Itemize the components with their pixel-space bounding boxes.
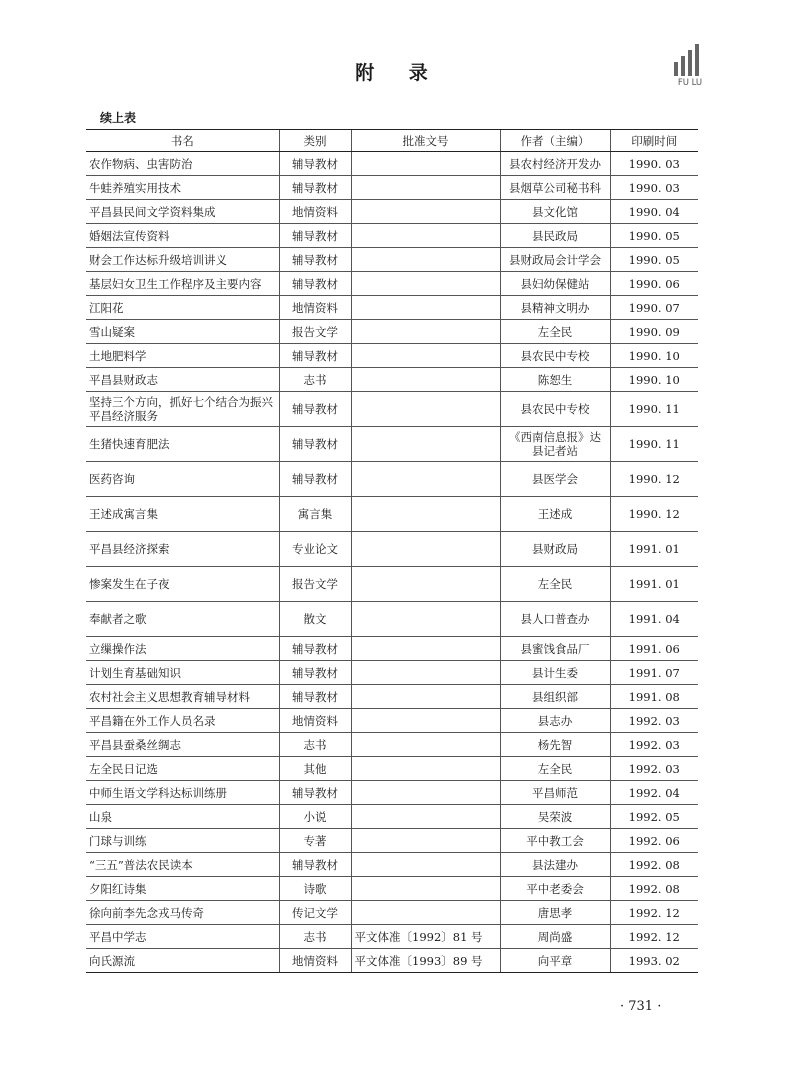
approval-number-cell — [351, 781, 500, 805]
category-cell: 地情资料 — [279, 709, 351, 733]
approval-number-cell — [351, 344, 500, 368]
approval-number-cell — [351, 427, 500, 462]
approval-number-cell — [351, 200, 500, 224]
print-date-cell: 1990. 07 — [610, 296, 698, 320]
author-cell: 左全民 — [500, 757, 610, 781]
print-date-cell: 1990. 05 — [610, 248, 698, 272]
title-cell: 立缫操作法 — [86, 637, 279, 661]
approval-number-cell — [351, 685, 500, 709]
approval-number-cell — [351, 248, 500, 272]
table-row — [86, 567, 698, 602]
table-row — [86, 829, 698, 853]
author-cell: 《西南信息报》达县记者站 — [500, 427, 610, 462]
category-cell: 辅导教材 — [279, 462, 351, 497]
category-cell: 志书 — [279, 925, 351, 949]
section-logo — [668, 44, 712, 90]
approval-number-cell — [351, 224, 500, 248]
approval-number-cell — [351, 637, 500, 661]
author-cell: 左全民 — [500, 567, 610, 602]
author-cell: 县精神文明办 — [500, 296, 610, 320]
category-cell: 传记文学 — [279, 901, 351, 925]
table-row — [86, 877, 698, 901]
continuation-label: 续上表 — [100, 111, 137, 125]
title-cell: 平昌县民间文学资料集成 — [86, 200, 279, 224]
page-number: · 731 · — [620, 999, 662, 1014]
author-cell: 县烟草公司秘书科 — [500, 176, 610, 200]
print-date-cell: 1990. 03 — [610, 176, 698, 200]
author-cell: 王述成 — [500, 497, 610, 532]
author-cell: 县农村经济开发办 — [500, 152, 610, 176]
author-cell: 县人口普查办 — [500, 602, 610, 637]
title-cell: 基层妇女卫生工作程序及主要内容 — [86, 272, 279, 296]
table-row — [86, 709, 698, 733]
print-date-cell: 1990. 12 — [610, 497, 698, 532]
category-cell: 辅导教材 — [279, 685, 351, 709]
category-cell: 寓言集 — [279, 497, 351, 532]
print-date-cell: 1990. 12 — [610, 462, 698, 497]
title-cell: 平昌县经济探索 — [86, 532, 279, 567]
table-row — [86, 320, 698, 344]
table-row — [86, 661, 698, 685]
author-cell: 杨先智 — [500, 733, 610, 757]
author-cell: 县民政局 — [500, 224, 610, 248]
print-date-cell: 1992. 12 — [610, 901, 698, 925]
bars-icon — [674, 44, 706, 76]
category-cell: 散文 — [279, 602, 351, 637]
page-title: 附 录 — [355, 62, 442, 84]
print-date-cell: 1992. 04 — [610, 781, 698, 805]
title-cell: 徐向前李先念戎马传奇 — [86, 901, 279, 925]
approval-number-cell — [351, 567, 500, 602]
title-cell: 江阳花 — [86, 296, 279, 320]
print-date-cell: 1992. 05 — [610, 805, 698, 829]
column-header-category: 类别 — [279, 130, 351, 152]
approval-number-cell — [351, 733, 500, 757]
author-cell: 县计生委 — [500, 661, 610, 685]
title-cell: 惨案发生在子夜 — [86, 567, 279, 602]
print-date-cell: 1992. 03 — [610, 733, 698, 757]
approval-number-cell — [351, 462, 500, 497]
title-cell: 山泉 — [86, 805, 279, 829]
category-cell: 小说 — [279, 805, 351, 829]
print-date-cell: 1991. 01 — [610, 532, 698, 567]
author-cell: 县法建办 — [500, 853, 610, 877]
approval-number-cell — [351, 272, 500, 296]
table-row — [86, 757, 698, 781]
category-cell: 专业论文 — [279, 532, 351, 567]
column-header-author: 作者（主编） — [500, 130, 610, 152]
author-cell: 唐思孝 — [500, 901, 610, 925]
author-cell: 吴荣波 — [500, 805, 610, 829]
table-body — [86, 152, 698, 973]
table-row — [86, 781, 698, 805]
approval-number-cell — [351, 805, 500, 829]
approval-number-cell — [351, 853, 500, 877]
table-row — [86, 296, 698, 320]
title-cell: 农作物病、虫害防治 — [86, 152, 279, 176]
print-date-cell: 1992. 06 — [610, 829, 698, 853]
table-row — [86, 224, 698, 248]
title-cell: 王述成寓言集 — [86, 497, 279, 532]
table-row — [86, 949, 698, 973]
category-cell: 辅导教材 — [279, 392, 351, 427]
title-cell: 计划生育基础知识 — [86, 661, 279, 685]
title-cell: 平昌县财政志 — [86, 368, 279, 392]
print-date-cell: 1991. 01 — [610, 567, 698, 602]
author-cell: 平中教工会 — [500, 829, 610, 853]
approval-number-cell — [351, 661, 500, 685]
category-cell: 辅导教材 — [279, 637, 351, 661]
title-cell: 平昌中学志 — [86, 925, 279, 949]
author-cell: 县蜜饯食品厂 — [500, 637, 610, 661]
author-cell: 县财政局 — [500, 532, 610, 567]
table-row — [86, 272, 698, 296]
title-cell: 夕阳红诗集 — [86, 877, 279, 901]
approval-number-cell — [351, 532, 500, 567]
approval-number-cell — [351, 602, 500, 637]
table-row — [86, 685, 698, 709]
print-date-cell: 1992. 03 — [610, 709, 698, 733]
table-row — [86, 853, 698, 877]
print-date-cell: 1990. 04 — [610, 200, 698, 224]
author-cell: 左全民 — [500, 320, 610, 344]
category-cell: 地情资料 — [279, 296, 351, 320]
author-cell: 县文化馆 — [500, 200, 610, 224]
author-cell: 陈恕生 — [500, 368, 610, 392]
table-row — [86, 733, 698, 757]
category-cell: 辅导教材 — [279, 152, 351, 176]
category-cell: 辅导教材 — [279, 272, 351, 296]
category-cell: 辅导教材 — [279, 853, 351, 877]
title-cell: 雪山疑案 — [86, 320, 279, 344]
print-date-cell: 1990. 10 — [610, 368, 698, 392]
approval-number-cell — [351, 829, 500, 853]
approval-number-cell — [351, 497, 500, 532]
table-row — [86, 392, 698, 427]
table-row — [86, 925, 698, 949]
table-row — [86, 248, 698, 272]
category-cell: 辅导教材 — [279, 248, 351, 272]
print-date-cell: 1990. 11 — [610, 427, 698, 462]
table-row — [86, 344, 698, 368]
table-row — [86, 602, 698, 637]
category-cell: 辅导教材 — [279, 427, 351, 462]
print-date-cell: 1991. 08 — [610, 685, 698, 709]
print-date-cell: 1992. 08 — [610, 877, 698, 901]
print-date-cell: 1991. 07 — [610, 661, 698, 685]
table-row — [86, 152, 698, 176]
category-cell: 辅导教材 — [279, 344, 351, 368]
column-header-date: 印刷时间 — [610, 130, 698, 152]
category-cell: 诗歌 — [279, 877, 351, 901]
print-date-cell: 1990. 05 — [610, 224, 698, 248]
print-date-cell: 1990. 11 — [610, 392, 698, 427]
author-cell: 县农民中专校 — [500, 392, 610, 427]
category-cell: 辅导教材 — [279, 224, 351, 248]
print-date-cell: 1990. 09 — [610, 320, 698, 344]
table-row — [86, 176, 698, 200]
table-row — [86, 200, 698, 224]
title-cell: 牛蛙养殖实用技术 — [86, 176, 279, 200]
table-row — [86, 427, 698, 462]
category-cell: 志书 — [279, 733, 351, 757]
title-cell: 中师生语文学科达标训练册 — [86, 781, 279, 805]
title-cell: 坚持三个方向，抓好七个结合为振兴平昌经济服务 — [86, 392, 279, 427]
print-date-cell: 1993. 02 — [610, 949, 698, 973]
approval-number-cell — [351, 709, 500, 733]
publications-table — [86, 129, 698, 973]
title-cell: 奉献者之歌 — [86, 602, 279, 637]
title-cell: 财会工作达标升级培训讲义 — [86, 248, 279, 272]
author-cell: 周尚盛 — [500, 925, 610, 949]
author-cell: 向平章 — [500, 949, 610, 973]
title-cell: 向氏源流 — [86, 949, 279, 973]
logo-text: FU LU — [677, 78, 703, 88]
category-cell: 志书 — [279, 368, 351, 392]
author-cell: 县妇幼保健站 — [500, 272, 610, 296]
print-date-cell: 1992. 08 — [610, 853, 698, 877]
category-cell: 报告文学 — [279, 320, 351, 344]
table-row — [86, 532, 698, 567]
author-cell: 平昌师范 — [500, 781, 610, 805]
table-row — [86, 805, 698, 829]
title-cell: 农村社会主义思想教育辅导材料 — [86, 685, 279, 709]
category-cell: 报告文学 — [279, 567, 351, 602]
category-cell: 辅导教材 — [279, 781, 351, 805]
table-row — [86, 497, 698, 532]
print-date-cell: 1990. 06 — [610, 272, 698, 296]
approval-number-cell — [351, 176, 500, 200]
column-header-title: 书名 — [86, 130, 279, 152]
author-cell: 平中老委会 — [500, 877, 610, 901]
print-date-cell: 1991. 06 — [610, 637, 698, 661]
table-row — [86, 637, 698, 661]
category-cell: 辅导教材 — [279, 661, 351, 685]
print-date-cell: 1991. 04 — [610, 602, 698, 637]
title-cell: 生猪快速育肥法 — [86, 427, 279, 462]
approval-number-cell — [351, 296, 500, 320]
print-date-cell: 1990. 03 — [610, 152, 698, 176]
table-row — [86, 901, 698, 925]
title-cell: 土地肥料学 — [86, 344, 279, 368]
approval-number-cell — [351, 320, 500, 344]
approval-number-cell — [351, 392, 500, 427]
approval-number-cell — [351, 757, 500, 781]
table-header-row — [86, 130, 698, 152]
approval-number-cell — [351, 368, 500, 392]
table-row — [86, 462, 698, 497]
author-cell: 县医学会 — [500, 462, 610, 497]
approval-number-cell — [351, 152, 500, 176]
print-date-cell: 1992. 12 — [610, 925, 698, 949]
category-cell: 其他 — [279, 757, 351, 781]
title-cell: 婚姻法宣传资料 — [86, 224, 279, 248]
title-cell: 平昌籍在外工作人员名录 — [86, 709, 279, 733]
approval-number-cell: 平文体准〔1993〕89 号 — [351, 949, 500, 973]
title-cell: 医药咨询 — [86, 462, 279, 497]
table-row — [86, 368, 698, 392]
author-cell: 县财政局会计学会 — [500, 248, 610, 272]
author-cell: 县农民中专校 — [500, 344, 610, 368]
approval-number-cell — [351, 901, 500, 925]
column-header-approval: 批准文号 — [351, 130, 500, 152]
print-date-cell: 1990. 10 — [610, 344, 698, 368]
author-cell: 县组织部 — [500, 685, 610, 709]
category-cell: 地情资料 — [279, 200, 351, 224]
approval-number-cell: 平文体准〔1992〕81 号 — [351, 925, 500, 949]
title-cell: 门球与训练 — [86, 829, 279, 853]
approval-number-cell — [351, 877, 500, 901]
author-cell: 县志办 — [500, 709, 610, 733]
category-cell: 专著 — [279, 829, 351, 853]
title-cell: “三五”普法农民读本 — [86, 853, 279, 877]
print-date-cell: 1992. 03 — [610, 757, 698, 781]
category-cell: 地情资料 — [279, 949, 351, 973]
title-cell: 平昌县蚕桑丝绸志 — [86, 733, 279, 757]
category-cell: 辅导教材 — [279, 176, 351, 200]
title-cell: 左全民日记选 — [86, 757, 279, 781]
